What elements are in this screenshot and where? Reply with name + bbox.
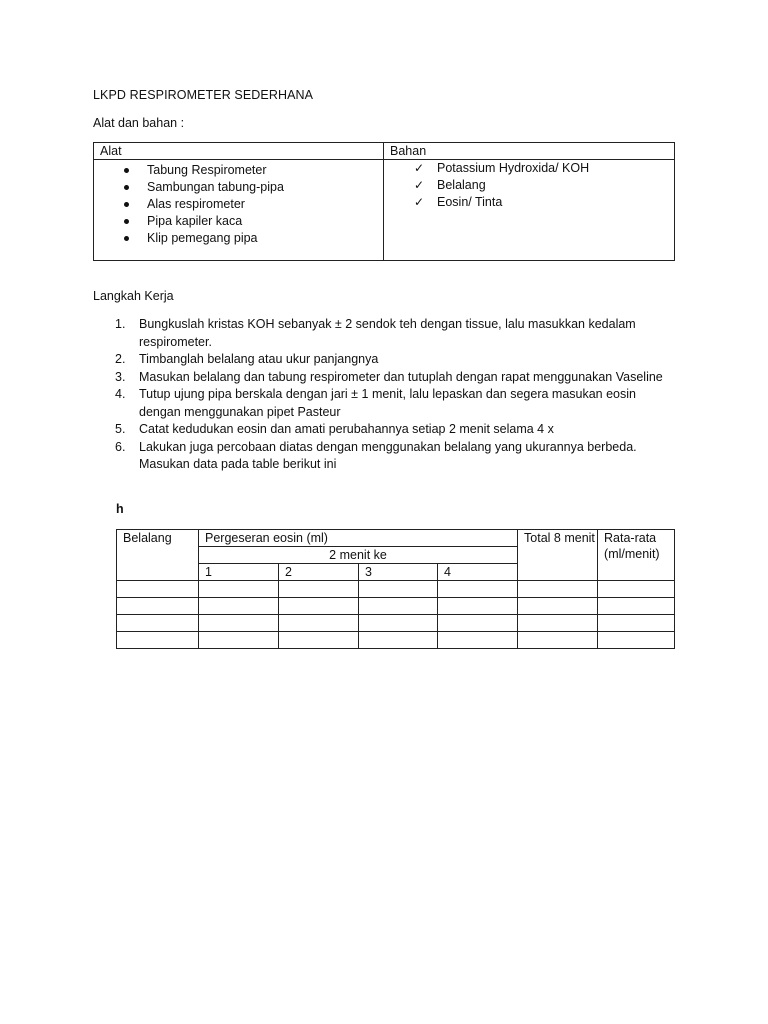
table-cell xyxy=(199,615,279,632)
step-number: 2. xyxy=(115,352,126,366)
step-number: 1. xyxy=(115,317,126,331)
step-item xyxy=(93,421,673,439)
table-cell xyxy=(117,581,199,598)
observation-table xyxy=(116,529,675,649)
step-item xyxy=(93,316,673,351)
table-cell xyxy=(598,581,675,598)
bahan-list-item xyxy=(384,194,674,211)
table-cell xyxy=(279,598,359,615)
bahan-item-label: Eosin/ Tinta xyxy=(437,195,503,209)
table-row xyxy=(117,598,675,615)
total-header: Total 8 menit xyxy=(518,530,598,581)
table-cell xyxy=(598,615,675,632)
checkmark-icon: ✓ xyxy=(414,178,425,192)
interval-header-1: 1 xyxy=(199,564,279,581)
interval-header-3: 3 xyxy=(359,564,438,581)
bullet-dot-icon xyxy=(124,219,129,224)
h-mark: h xyxy=(116,502,124,516)
table-cell xyxy=(279,581,359,598)
bahan-header: Bahan xyxy=(384,143,675,160)
bahan-list-item xyxy=(384,160,674,177)
belalang-header: Belalang xyxy=(117,530,199,581)
table-cell xyxy=(199,581,279,598)
step-text: Masukan belalang dan tabung respirometer dan tutuplah dengan rapat menggunakan Vaseline xyxy=(139,369,663,384)
step-number: 4. xyxy=(115,387,126,401)
table-cell xyxy=(279,615,359,632)
table-cell xyxy=(117,615,199,632)
table-cell xyxy=(359,615,438,632)
table-cell xyxy=(117,598,199,615)
step-number: 3. xyxy=(115,369,126,384)
bahan-list-item xyxy=(384,177,674,194)
steps-heading: Langkah Kerja xyxy=(93,289,174,303)
alat-list-item xyxy=(94,196,383,213)
table-cell xyxy=(518,632,598,649)
step-text: Lakukan juga percobaan diatas dengan menggunakan belalang yang ukurannya berbeda. Masukan data pada table berikut ini xyxy=(139,439,637,471)
table-cell xyxy=(598,632,675,649)
bullet-dot-icon xyxy=(124,202,129,207)
table-cell xyxy=(199,598,279,615)
alat-item-label: Klip pemegang pipa xyxy=(147,231,258,245)
table-cell xyxy=(518,598,598,615)
step-item xyxy=(93,369,673,387)
alat-item-label: Alas respirometer xyxy=(147,197,245,211)
step-text: Bungkuslah kristas KOH sebanyak ± 2 sendok teh dengan tissue, lalu masukkan kedalam respirometer. xyxy=(139,317,636,349)
materials-heading: Alat dan bahan : xyxy=(93,116,185,130)
step-number: 5. xyxy=(115,422,126,436)
step-text: Catat kedudukan eosin dan amati perubahannya setiap 2 menit selama 4 x xyxy=(139,422,554,436)
bahan-item-label: Potassium Hydroxida/ KOH xyxy=(437,161,590,175)
table-cell xyxy=(438,615,518,632)
table-cell xyxy=(518,615,598,632)
alat-cell xyxy=(94,160,384,261)
step-text: Timbanglah belalang atau ukur panjangnya xyxy=(139,352,379,366)
step-item xyxy=(93,439,673,474)
alat-header: Alat xyxy=(94,143,384,160)
pergeseran-header: Pergeseran eosin (ml) xyxy=(199,530,518,547)
tools-materials-table xyxy=(93,142,675,261)
checkmark-icon: ✓ xyxy=(414,195,425,209)
table-cell xyxy=(359,598,438,615)
table-cell xyxy=(438,581,518,598)
bahan-list xyxy=(384,160,674,211)
table-cell xyxy=(438,632,518,649)
alat-list-item xyxy=(94,230,383,247)
step-item xyxy=(93,386,673,421)
bullet-dot-icon xyxy=(124,168,129,173)
steps-list xyxy=(93,316,673,474)
alat-item-label: Tabung Respirometer xyxy=(147,163,267,177)
bahan-item-label: Belalang xyxy=(437,178,486,192)
table-cell xyxy=(279,632,359,649)
alat-item-label: Pipa kapiler kaca xyxy=(147,214,243,228)
table-cell xyxy=(438,598,518,615)
table-cell xyxy=(518,581,598,598)
rata-rata-header: Rata-rata (ml/menit) xyxy=(598,530,675,581)
document-title: LKPD RESPIROMETER SEDERHANA xyxy=(93,88,314,102)
table-cell xyxy=(199,632,279,649)
alat-list-item xyxy=(94,213,383,230)
alat-item-label: Sambungan tabung-pipa xyxy=(147,180,284,194)
bullet-dot-icon xyxy=(124,185,129,190)
step-number: 6. xyxy=(115,439,126,454)
alat-list-item xyxy=(94,162,383,179)
table-cell xyxy=(359,581,438,598)
interval-subheader: 2 menit ke xyxy=(199,547,518,564)
interval-header-4: 4 xyxy=(438,564,518,581)
table-cell xyxy=(117,632,199,649)
table-row xyxy=(117,632,675,649)
bullet-dot-icon xyxy=(124,236,129,241)
step-text: Tutup ujung pipa berskala dengan jari ± 1 menit, lalu lepaskan dan segera masukan eosin dengan menggunakan pipet Pasteur xyxy=(139,387,636,419)
table-cell xyxy=(598,598,675,615)
alat-list-item xyxy=(94,179,383,196)
interval-header-2: 2 xyxy=(279,564,359,581)
table-row xyxy=(117,615,675,632)
table-row xyxy=(117,581,675,598)
checkmark-icon: ✓ xyxy=(414,161,425,175)
alat-list xyxy=(94,162,383,247)
table-cell xyxy=(359,632,438,649)
step-item xyxy=(93,351,673,369)
bahan-cell xyxy=(384,160,675,261)
